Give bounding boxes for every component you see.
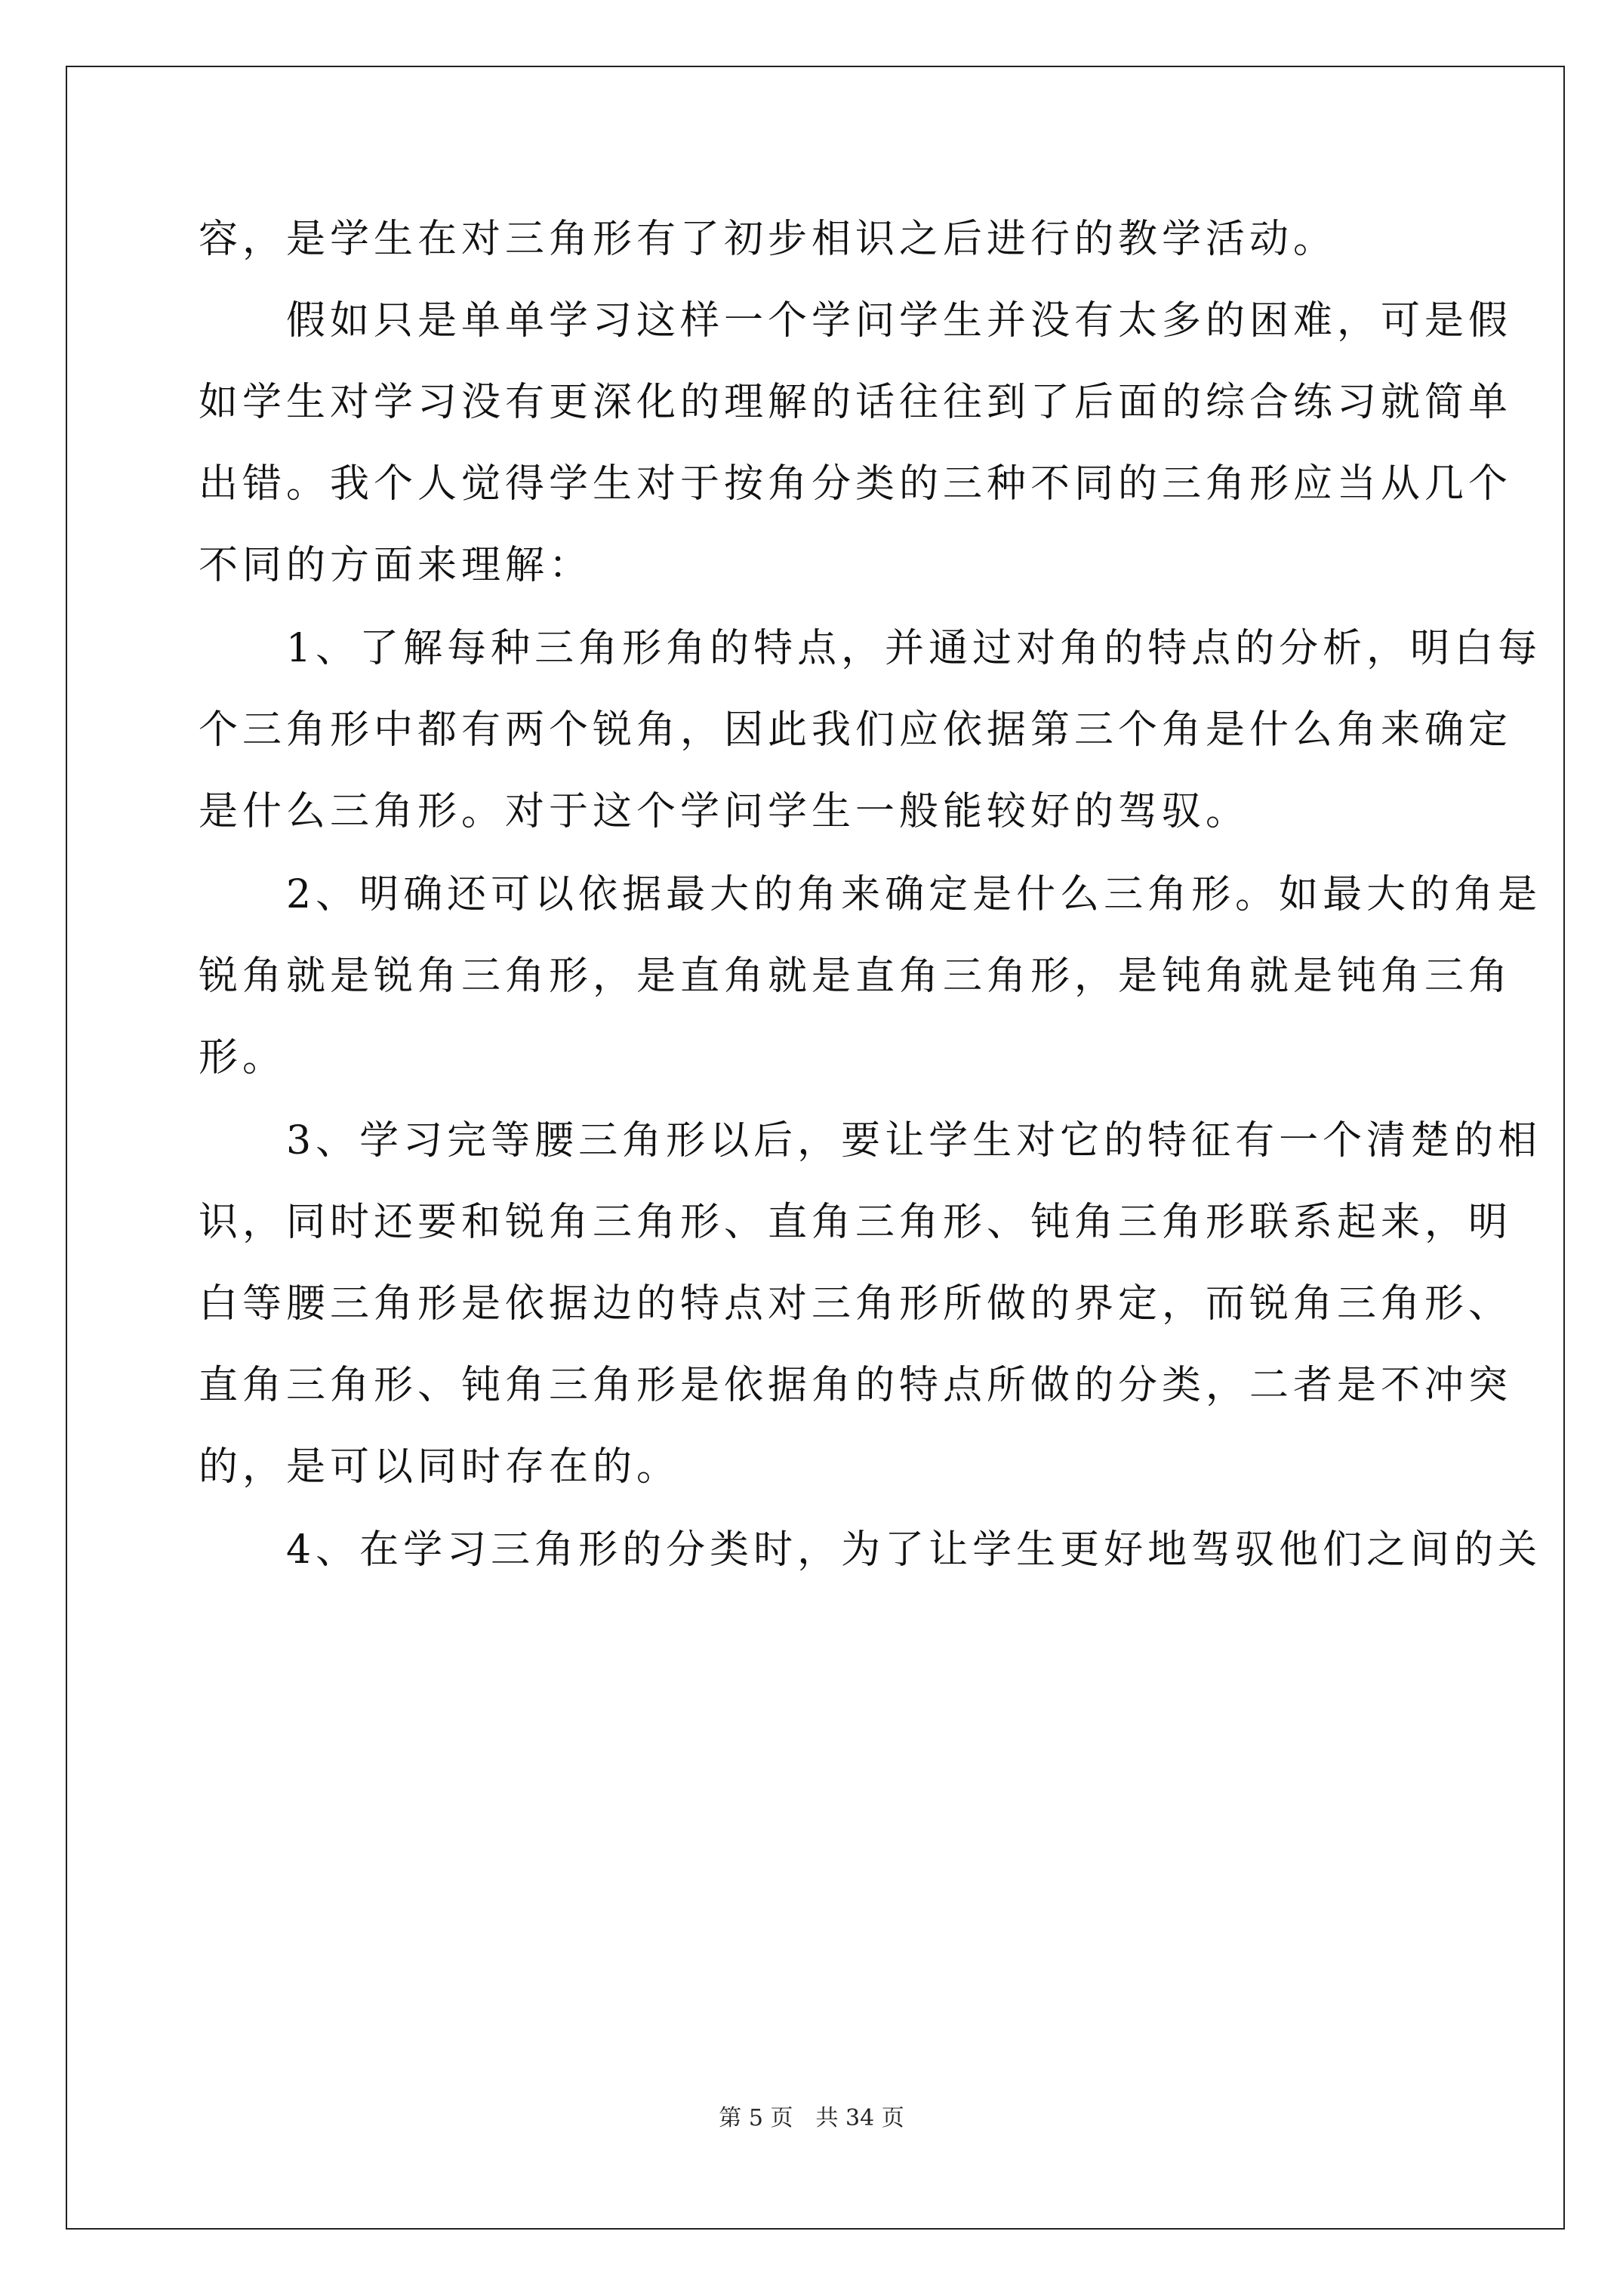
text-line: 白等腰三角形是依据边的特点对三角形所做的界定，而锐角三角形、 — [199, 1281, 1513, 1327]
text-line: 1、了解每种三角形角的特点，并通过对角的特点的分析，明白每 — [199, 626, 1542, 671]
text-line: 识，同时还要和锐角三角形、直角三角形、钝角三角形联系起来，明 — [199, 1200, 1513, 1245]
text-line: 出错。我个人觉得学生对于按角分类的三种不同的三角形应当从几个 — [199, 461, 1513, 507]
page-number-footer: 第 5 页 共 34 页 — [719, 2105, 904, 2131]
text-line: 2、明确还可以依据最大的角来确定是什么三角形。如最大的角是 — [199, 872, 1542, 917]
text-line: 容，是学生在对三角形有了初步相识之后进行的教学活动。 — [199, 217, 1338, 262]
text-line: 不同的方面来理解： — [199, 543, 593, 588]
text-line: 3、学习完等腰三角形以后，要让学生对它的特征有一个清楚的相 — [199, 1118, 1542, 1163]
text-line: 锐角就是锐角三角形，是直角就是直角三角形，是钝角就是钝角三角 — [199, 954, 1513, 999]
text-line: 个三角形中都有两个锐角，因此我们应依据第三个角是什么角来确定 — [199, 707, 1513, 753]
text-line: 的，是可以同时存在的。 — [199, 1444, 681, 1490]
text-line: 4、在学习三角形的分类时，为了让学生更好地驾驭他们之间的关 — [199, 1527, 1542, 1573]
text-line: 如学生对学习没有更深化的理解的话往往到了后面的综合练习就简单 — [199, 380, 1513, 425]
text-line: 是什么三角形。对于这个学问学生一般能较好的驾驭。 — [199, 789, 1250, 834]
text-line: 形。 — [199, 1035, 287, 1080]
text-line: 直角三角形、钝角三角形是依据角的特点所做的分类，二者是不冲突 — [199, 1363, 1513, 1408]
text-line: 假如只是单单学习这样一个学问学生并没有太多的困难，可是假 — [199, 298, 1513, 344]
